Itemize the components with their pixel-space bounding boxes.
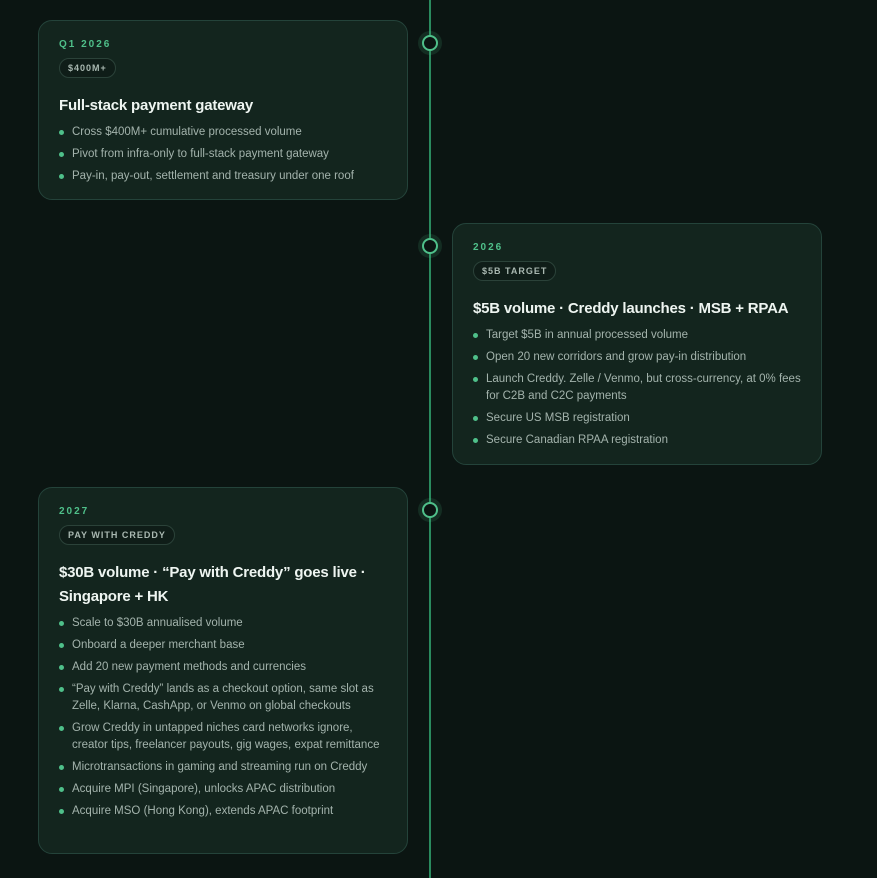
timeline-node-2026 (422, 238, 438, 254)
milestone-point: Open 20 new corridors and grow pay-in distribution (473, 349, 801, 366)
timeline-node-q1-2026 (422, 35, 438, 51)
milestone-point: Secure Canadian RPAA registration (473, 432, 801, 449)
milestone-point: Acquire MSO (Hong Kong), extends APAC footprint (59, 803, 387, 820)
milestone-point: Cross $400M+ cumulative processed volume (59, 124, 387, 141)
milestone-point: Acquire MPI (Singapore), unlocks APAC distribution (59, 781, 387, 798)
milestone-points (59, 124, 387, 185)
milestone-card-2027 (38, 487, 408, 854)
timeline-node-2027 (422, 502, 438, 518)
milestone-point: Add 20 new payment methods and currencies (59, 659, 387, 676)
milestone-point: “Pay with Creddy” lands as a checkout option, same slot as Zelle, Klarna, CashApp, or Venmo on global checkouts (59, 681, 387, 715)
milestone-point: Scale to $30B annualised volume (59, 615, 387, 632)
milestone-point: Microtransactions in gaming and streaming run on Creddy (59, 759, 387, 776)
milestone-card-q1-2026 (38, 20, 408, 200)
milestone-title: Full-stack payment gateway (59, 97, 254, 114)
milestone-points (59, 615, 387, 820)
milestone-badge: $400M+ (59, 58, 116, 78)
milestone-point: Pivot from infra-only to full-stack payment gateway (59, 146, 387, 163)
milestone-point: Launch Creddy. Zelle / Venmo, but cross-currency, at 0% fees for C2B and C2C payments (473, 371, 801, 405)
milestone-period: 2027 (59, 506, 90, 517)
milestone-point: Grow Creddy in untapped niches card networks ignore, creator tips, freelancer payouts, gig wages, expat remittance (59, 720, 387, 754)
timeline-rail (429, 0, 431, 878)
milestone-point: Pay-in, pay-out, settlement and treasury under one roof (59, 168, 387, 185)
milestone-period: 2026 (473, 242, 504, 253)
milestone-period: Q1 2026 (59, 39, 112, 50)
milestone-point: Target $5B in annual processed volume (473, 327, 801, 344)
milestone-badge: PAY WITH CREDDY (59, 525, 175, 545)
milestone-badge: $5B TARGET (473, 261, 556, 281)
milestone-points (473, 327, 801, 449)
milestone-title: $5B volume · Creddy launches · MSB + RPAA (473, 300, 789, 317)
milestone-point: Onboard a deeper merchant base (59, 637, 387, 654)
milestone-title: $30B volume · “Pay with Creddy” goes live · Singapore + HK (59, 564, 366, 605)
milestone-card-2026 (452, 223, 822, 465)
milestone-point: Secure US MSB registration (473, 410, 801, 427)
